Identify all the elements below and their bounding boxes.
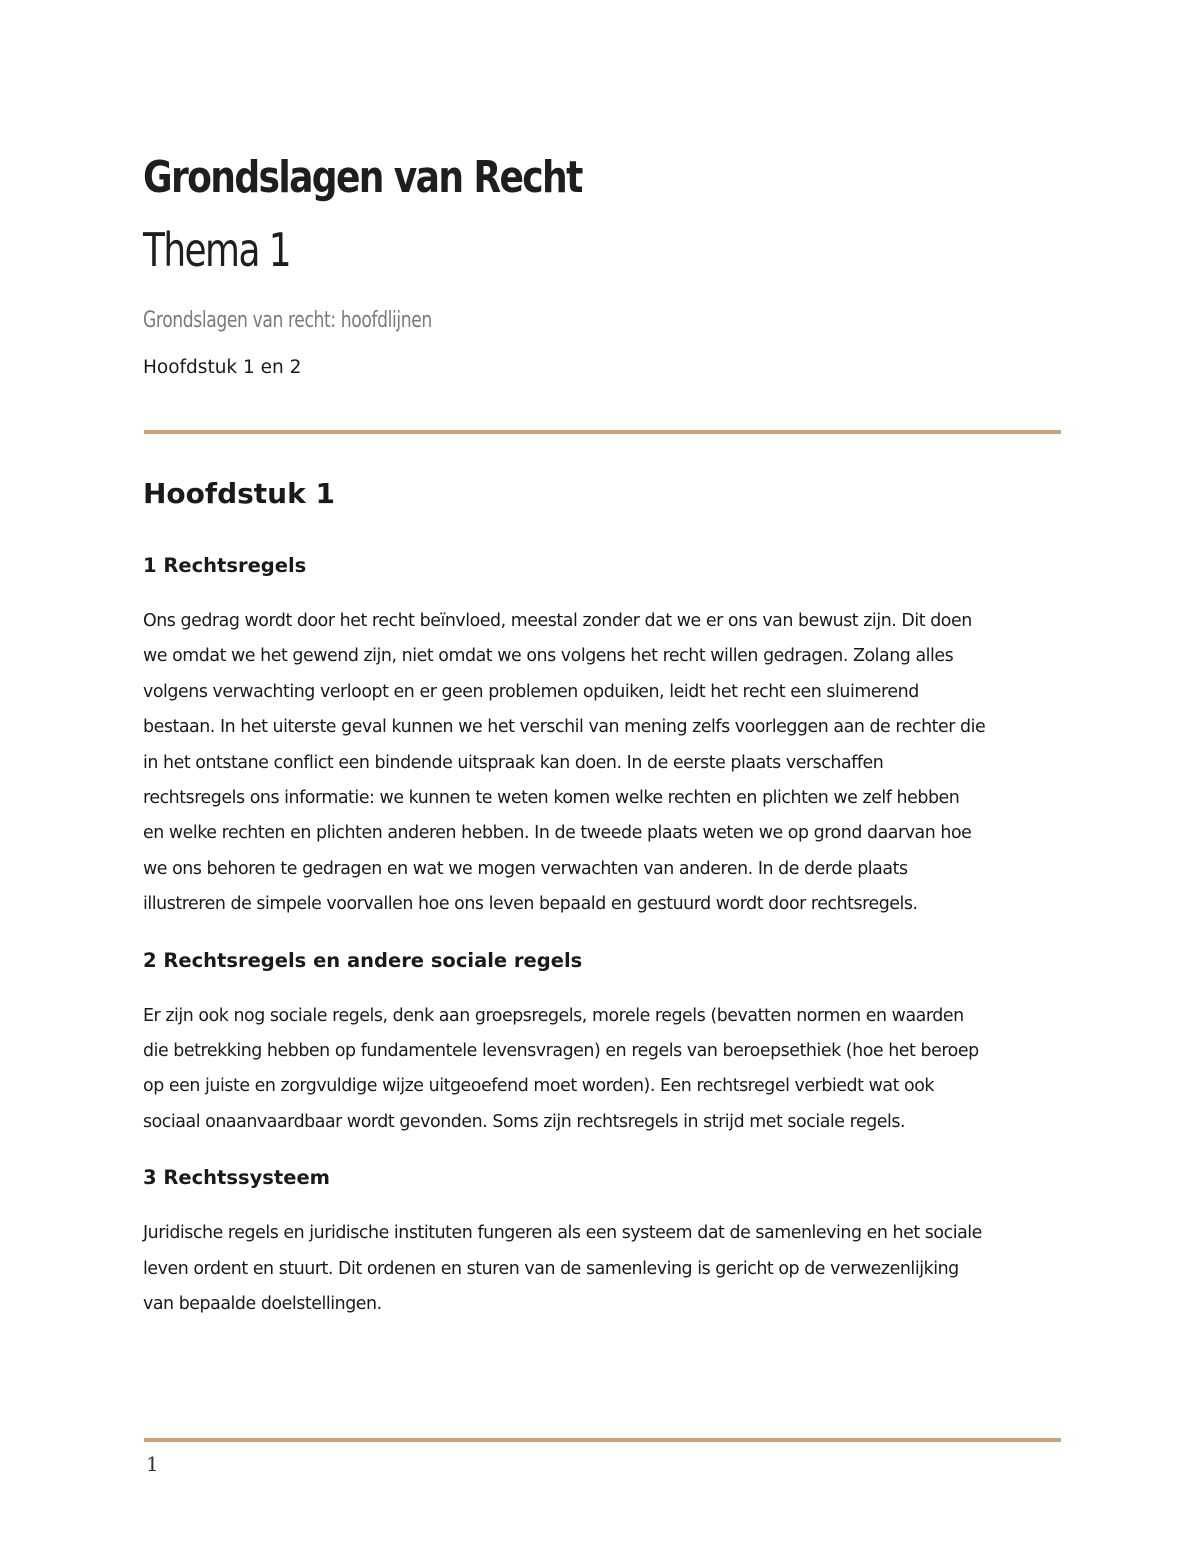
- footer-divider: [144, 1438, 1061, 1442]
- paragraph-line: van bepaalde doelstellingen.: [143, 1294, 382, 1315]
- paragraph-line: sociaal onaanvaardbaar wordt gevonden. Soms zijn rechtsregels in strijd met sociale regels.: [143, 1111, 906, 1132]
- paragraph-line: leven ordent en stuurt. Dit ordenen en sturen van de samenleving is gericht op de verwezenlijking: [143, 1258, 959, 1279]
- document-title: Grondslagen van Recht: [143, 152, 582, 203]
- paragraph-line: volgens verwachting verloopt en er geen problemen opduiken, leidt het recht een sluimerend: [143, 681, 919, 702]
- chapter-heading: Hoofdstuk 1: [143, 477, 335, 510]
- section-title: 2 Rechtsregels en andere sociale regels: [143, 948, 583, 972]
- paragraph-line: die betrekking hebben op fundamentele levensvragen) en regels van beroepsethiek (hoe het beroep: [143, 1041, 979, 1062]
- section-paragraph: [143, 604, 1068, 923]
- section-sociale-regels: [143, 943, 1068, 1141]
- section-title: 3 Rechtssysteem: [143, 1166, 330, 1190]
- paragraph-line: in het ontstane conflict een bindende uitspraak kan doen. In de eerste plaats verschaffen: [143, 752, 884, 773]
- paragraph-line: Juridische regels en juridische instituten fungeren als een systeem dat de samenleving en het sociale: [143, 1223, 982, 1244]
- section-rechtsregels: [143, 548, 1068, 923]
- paragraph-line: illustreren de simpele voorvallen hoe ons leven bepaald en gestuurd wordt door rechtsregels.: [143, 894, 918, 915]
- paragraph-line: we ons behoren te gedragen en wat we mogen verwachten van anderen. In de derde plaats: [143, 858, 908, 879]
- paragraph-line: op een juiste en zorgvuldige wijze uitgeoefend moet worden). Een rechtsregel verbiedt wat ook: [143, 1076, 935, 1097]
- chapter-content: [143, 548, 1068, 1343]
- section-rechtssysteem: [143, 1160, 1068, 1322]
- document-chapters: Hoofdstuk 1 en 2: [143, 357, 302, 378]
- section-title: 1 Rechtsregels: [143, 554, 307, 577]
- section-paragraph: [143, 999, 1068, 1141]
- header-divider: [144, 430, 1061, 434]
- paragraph-line: Ons gedrag wordt door het recht beïnvloed, meestal zonder dat we er ons van bewust zijn. Dit doen: [143, 611, 972, 631]
- section-paragraph: [143, 1216, 1068, 1322]
- paragraph-line: bestaan. In het uiterste geval kunnen we het verschil van mening zelfs voorleggen aan de rechter die: [143, 717, 986, 738]
- document-theme: Thema 1: [143, 223, 290, 277]
- paragraph-line: rechtsregels ons informatie: we kunnen te weten komen welke rechten en plichten we zelf hebben: [143, 788, 960, 809]
- paragraph-line: en welke rechten en plichten anderen hebben. In de tweede plaats weten we op grond daarvan hoe: [143, 823, 972, 844]
- document-subtitle: Grondslagen van recht: hoofdlijnen: [143, 308, 432, 333]
- page-number: 1: [146, 1452, 159, 1476]
- paragraph-line: Er zijn ook nog sociale regels, denk aan groepsregels, morele regels (bevatten normen en waarden: [143, 1005, 964, 1026]
- paragraph-line: we omdat we het gewend zijn, niet omdat we ons volgens het recht willen gedragen. Zolang alles: [143, 646, 954, 667]
